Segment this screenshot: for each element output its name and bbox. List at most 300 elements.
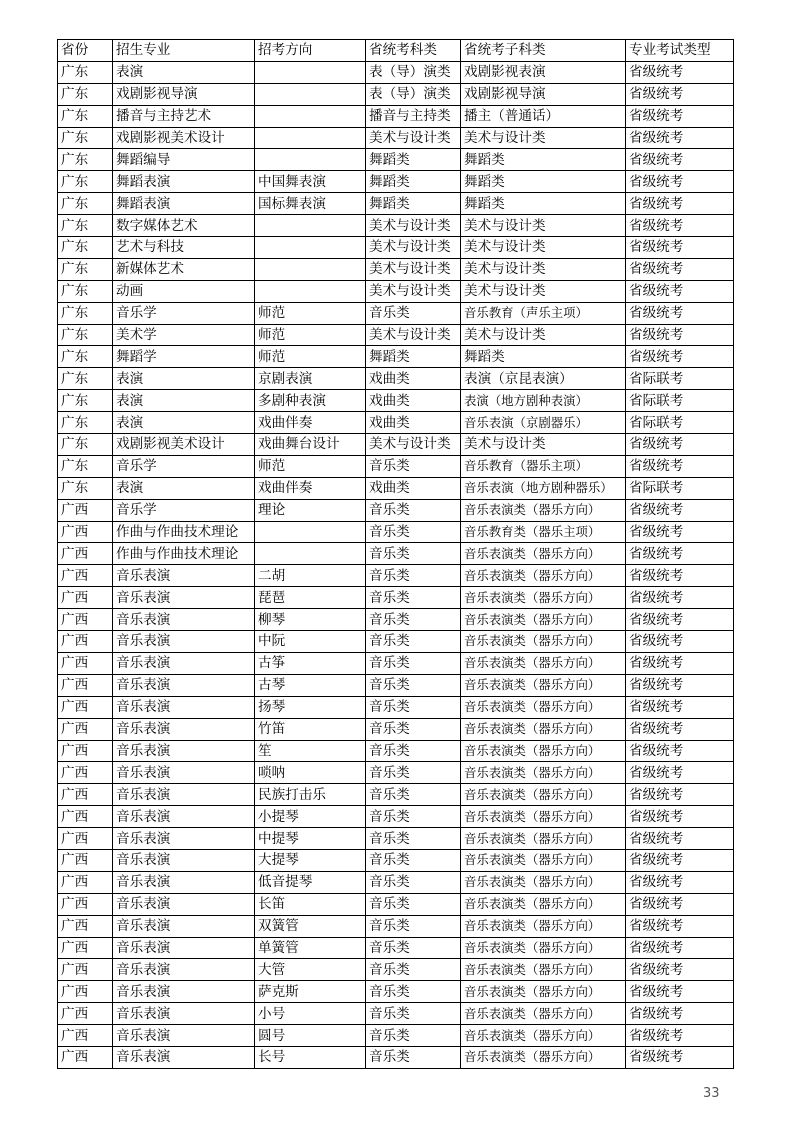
cell-direction: 戏曲伴奏 — [255, 477, 366, 499]
cell-direction: 圆号 — [255, 1025, 366, 1047]
cell-exam-category: 音乐类 — [366, 1025, 461, 1047]
cell-exam-type: 省级统考 — [626, 674, 734, 696]
table-row — [58, 171, 734, 193]
cell-direction: 小号 — [255, 1003, 366, 1025]
cell-province: 广东 — [58, 258, 113, 280]
cell-major: 音乐表演 — [113, 981, 255, 1003]
table-row — [58, 193, 734, 215]
cell-province: 广西 — [58, 499, 113, 521]
cell-exam-category: 音乐类 — [366, 302, 461, 324]
cell-exam-type: 省级统考 — [626, 587, 734, 609]
table-row — [58, 893, 734, 915]
cell-exam-type: 省级统考 — [626, 280, 734, 302]
cell-province: 广西 — [58, 652, 113, 674]
cell-exam-subcategory: 音乐表演类（器乐方向） — [461, 915, 626, 937]
table-row — [58, 806, 734, 828]
cell-province: 广西 — [58, 828, 113, 850]
cell-major: 音乐表演 — [113, 937, 255, 959]
cell-major: 表演 — [113, 390, 255, 412]
cell-exam-category: 音乐类 — [366, 981, 461, 1003]
table-row — [58, 828, 734, 850]
cell-province: 广西 — [58, 784, 113, 806]
cell-direction — [255, 149, 366, 171]
cell-exam-type: 省级统考 — [626, 937, 734, 959]
cell-exam-type: 省级统考 — [626, 149, 734, 171]
table-row — [58, 740, 734, 762]
cell-exam-subcategory: 音乐表演类（器乐方向） — [461, 1025, 626, 1047]
table-row — [58, 302, 734, 324]
cell-province: 广西 — [58, 565, 113, 587]
cell-major: 音乐表演 — [113, 1046, 255, 1068]
cell-province: 广东 — [58, 171, 113, 193]
cell-exam-type: 省级统考 — [626, 215, 734, 237]
cell-exam-type: 省级统考 — [626, 565, 734, 587]
cell-direction: 双簧管 — [255, 915, 366, 937]
cell-province: 广西 — [58, 521, 113, 543]
cell-major: 音乐学 — [113, 499, 255, 521]
cell-major: 音乐学 — [113, 455, 255, 477]
table-row — [58, 543, 734, 565]
cell-exam-category: 音乐类 — [366, 959, 461, 981]
cell-exam-subcategory: 音乐表演类（器乐方向） — [461, 652, 626, 674]
cell-exam-category: 音乐类 — [366, 652, 461, 674]
cell-exam-category: 音乐类 — [366, 828, 461, 850]
cell-major: 音乐表演 — [113, 674, 255, 696]
cell-exam-category: 音乐类 — [366, 893, 461, 915]
cell-exam-subcategory: 音乐教育（器乐主项） — [461, 455, 626, 477]
table-row — [58, 609, 734, 631]
cell-major: 表演 — [113, 412, 255, 434]
cell-exam-category: 音乐类 — [366, 784, 461, 806]
cell-major: 音乐表演 — [113, 871, 255, 893]
cell-major: 音乐表演 — [113, 828, 255, 850]
table-row — [58, 127, 734, 149]
cell-direction — [255, 61, 366, 83]
cell-direction: 长笛 — [255, 893, 366, 915]
table-row — [58, 871, 734, 893]
cell-major: 新媒体艺术 — [113, 258, 255, 280]
cell-province: 广东 — [58, 346, 113, 368]
cell-major: 表演 — [113, 368, 255, 390]
cell-exam-category: 戏曲类 — [366, 390, 461, 412]
table-row — [58, 1025, 734, 1047]
cell-exam-category: 美术与设计类 — [366, 324, 461, 346]
cell-exam-subcategory: 舞蹈类 — [461, 149, 626, 171]
cell-province: 广西 — [58, 871, 113, 893]
cell-exam-subcategory: 音乐表演类（器乐方向） — [461, 543, 626, 565]
cell-direction: 大管 — [255, 959, 366, 981]
cell-province: 广东 — [58, 193, 113, 215]
cell-exam-category: 音乐类 — [366, 937, 461, 959]
cell-province: 广东 — [58, 368, 113, 390]
cell-province: 广西 — [58, 915, 113, 937]
cell-exam-subcategory: 表演（地方剧种表演） — [461, 390, 626, 412]
cell-exam-type: 省级统考 — [626, 455, 734, 477]
cell-major: 音乐表演 — [113, 1003, 255, 1025]
cell-direction: 古筝 — [255, 652, 366, 674]
cell-exam-subcategory: 舞蹈类 — [461, 193, 626, 215]
cell-exam-subcategory: 美术与设计类 — [461, 280, 626, 302]
cell-exam-subcategory: 音乐表演类（器乐方向） — [461, 762, 626, 784]
table-row — [58, 499, 734, 521]
cell-major: 播音与主持艺术 — [113, 105, 255, 127]
cell-exam-type: 省级统考 — [626, 652, 734, 674]
cell-major: 艺术与科技 — [113, 237, 255, 259]
table-row — [58, 61, 734, 83]
cell-exam-type: 省级统考 — [626, 849, 734, 871]
cell-province: 广西 — [58, 631, 113, 653]
cell-exam-subcategory: 表演（京昆表演） — [461, 368, 626, 390]
table-row — [58, 412, 734, 434]
cell-direction: 柳琴 — [255, 609, 366, 631]
cell-direction: 单簧管 — [255, 937, 366, 959]
table-row — [58, 565, 734, 587]
cell-province: 广西 — [58, 740, 113, 762]
page-number: 33 — [703, 1086, 720, 1101]
header-exam-subcategory: 省统考子科类 — [461, 40, 626, 62]
cell-major: 作曲与作曲技术理论 — [113, 543, 255, 565]
cell-exam-type: 省级统考 — [626, 237, 734, 259]
cell-exam-category: 音乐类 — [366, 455, 461, 477]
cell-province: 广西 — [58, 849, 113, 871]
cell-exam-subcategory: 音乐表演（地方剧种器乐） — [461, 477, 626, 499]
cell-exam-subcategory: 音乐表演类（器乐方向） — [461, 499, 626, 521]
cell-direction: 笙 — [255, 740, 366, 762]
table-row — [58, 696, 734, 718]
cell-exam-category: 音乐类 — [366, 631, 461, 653]
cell-direction: 大提琴 — [255, 849, 366, 871]
cell-exam-subcategory: 音乐表演类（器乐方向） — [461, 740, 626, 762]
header-major: 招生专业 — [113, 40, 255, 62]
cell-exam-subcategory: 音乐表演类（器乐方向） — [461, 631, 626, 653]
cell-province: 广西 — [58, 1003, 113, 1025]
cell-exam-category: 音乐类 — [366, 1046, 461, 1068]
table-row — [58, 215, 734, 237]
cell-direction — [255, 521, 366, 543]
header-exam-type: 专业考试类型 — [626, 40, 734, 62]
cell-major: 音乐表演 — [113, 565, 255, 587]
cell-exam-category: 播音与主持类 — [366, 105, 461, 127]
cell-exam-type: 省际联考 — [626, 412, 734, 434]
cell-province: 广西 — [58, 806, 113, 828]
table-row — [58, 1046, 734, 1068]
cell-major: 表演 — [113, 61, 255, 83]
cell-province: 广东 — [58, 105, 113, 127]
cell-major: 戏剧影视美术设计 — [113, 434, 255, 456]
cell-direction: 小提琴 — [255, 806, 366, 828]
cell-exam-type: 省级统考 — [626, 521, 734, 543]
cell-direction — [255, 258, 366, 280]
cell-direction: 古琴 — [255, 674, 366, 696]
table-row — [58, 521, 734, 543]
table-row — [58, 105, 734, 127]
cell-direction: 低音提琴 — [255, 871, 366, 893]
cell-direction: 中阮 — [255, 631, 366, 653]
table-row — [58, 915, 734, 937]
cell-direction — [255, 237, 366, 259]
cell-exam-subcategory: 音乐表演类（器乐方向） — [461, 981, 626, 1003]
cell-major: 戏剧影视美术设计 — [113, 127, 255, 149]
cell-province: 广东 — [58, 149, 113, 171]
header-exam-category: 省统考科类 — [366, 40, 461, 62]
cell-direction: 竹笛 — [255, 718, 366, 740]
cell-exam-type: 省级统考 — [626, 105, 734, 127]
cell-province: 广西 — [58, 1025, 113, 1047]
cell-exam-category: 音乐类 — [366, 849, 461, 871]
header-province: 省份 — [58, 40, 113, 62]
cell-exam-subcategory: 播主（普通话） — [461, 105, 626, 127]
cell-exam-type: 省级统考 — [626, 762, 734, 784]
cell-direction — [255, 105, 366, 127]
cell-province: 广东 — [58, 127, 113, 149]
cell-exam-category: 音乐类 — [366, 674, 461, 696]
cell-major: 数字媒体艺术 — [113, 215, 255, 237]
cell-exam-subcategory: 音乐表演类（器乐方向） — [461, 828, 626, 850]
table-row — [58, 368, 734, 390]
cell-exam-type: 省级统考 — [626, 193, 734, 215]
table-row — [58, 434, 734, 456]
cell-direction: 二胡 — [255, 565, 366, 587]
cell-major: 美术学 — [113, 324, 255, 346]
admissions-table — [57, 39, 734, 1069]
cell-exam-type: 省级统考 — [626, 871, 734, 893]
cell-exam-type: 省级统考 — [626, 324, 734, 346]
cell-province: 广东 — [58, 434, 113, 456]
table-row — [58, 674, 734, 696]
cell-province: 广西 — [58, 696, 113, 718]
cell-province: 广西 — [58, 762, 113, 784]
cell-exam-type: 省级统考 — [626, 346, 734, 368]
cell-exam-type: 省级统考 — [626, 893, 734, 915]
cell-exam-subcategory: 美术与设计类 — [461, 434, 626, 456]
cell-exam-subcategory: 戏剧影视表演 — [461, 61, 626, 83]
cell-exam-subcategory: 音乐教育类（器乐主项） — [461, 521, 626, 543]
table-row — [58, 83, 734, 105]
cell-exam-subcategory: 音乐表演类（器乐方向） — [461, 565, 626, 587]
cell-exam-category: 音乐类 — [366, 696, 461, 718]
cell-province: 广西 — [58, 718, 113, 740]
header-direction: 招考方向 — [255, 40, 366, 62]
table-row — [58, 937, 734, 959]
table-row — [58, 587, 734, 609]
cell-exam-subcategory: 音乐表演类（器乐方向） — [461, 806, 626, 828]
cell-exam-subcategory: 音乐表演类（器乐方向） — [461, 587, 626, 609]
cell-exam-type: 省级统考 — [626, 127, 734, 149]
cell-exam-category: 戏曲类 — [366, 412, 461, 434]
cell-exam-subcategory: 戏剧影视导演 — [461, 83, 626, 105]
cell-major: 音乐表演 — [113, 893, 255, 915]
cell-major: 舞蹈表演 — [113, 171, 255, 193]
cell-exam-category: 音乐类 — [366, 871, 461, 893]
cell-province: 广东 — [58, 412, 113, 434]
cell-exam-category: 音乐类 — [366, 587, 461, 609]
cell-exam-category: 音乐类 — [366, 499, 461, 521]
cell-province: 广西 — [58, 981, 113, 1003]
cell-province: 广西 — [58, 1046, 113, 1068]
cell-exam-type: 省级统考 — [626, 784, 734, 806]
cell-direction: 师范 — [255, 455, 366, 477]
cell-province: 广东 — [58, 390, 113, 412]
table-row — [58, 455, 734, 477]
cell-major: 舞蹈编导 — [113, 149, 255, 171]
cell-exam-type: 省级统考 — [626, 1025, 734, 1047]
cell-exam-type: 省级统考 — [626, 740, 734, 762]
cell-province: 广东 — [58, 477, 113, 499]
table-row — [58, 762, 734, 784]
cell-exam-type: 省级统考 — [626, 959, 734, 981]
cell-exam-subcategory: 舞蹈类 — [461, 346, 626, 368]
cell-exam-type: 省级统考 — [626, 1003, 734, 1025]
cell-major: 动画 — [113, 280, 255, 302]
cell-exam-type: 省级统考 — [626, 915, 734, 937]
cell-exam-category: 美术与设计类 — [366, 258, 461, 280]
cell-province: 广西 — [58, 587, 113, 609]
cell-exam-category: 音乐类 — [366, 806, 461, 828]
cell-exam-category: 表（导）演类 — [366, 83, 461, 105]
cell-exam-type: 省级统考 — [626, 61, 734, 83]
cell-exam-type: 省际联考 — [626, 390, 734, 412]
cell-exam-type: 省级统考 — [626, 1046, 734, 1068]
cell-exam-subcategory: 音乐表演类（器乐方向） — [461, 1003, 626, 1025]
cell-province: 广东 — [58, 61, 113, 83]
cell-exam-category: 美术与设计类 — [366, 215, 461, 237]
cell-direction: 中提琴 — [255, 828, 366, 850]
cell-major: 舞蹈表演 — [113, 193, 255, 215]
cell-exam-subcategory: 音乐表演类（器乐方向） — [461, 1046, 626, 1068]
cell-direction: 民族打击乐 — [255, 784, 366, 806]
cell-direction — [255, 543, 366, 565]
table-row — [58, 324, 734, 346]
cell-major: 音乐表演 — [113, 609, 255, 631]
cell-exam-category: 音乐类 — [366, 565, 461, 587]
cell-exam-category: 音乐类 — [366, 762, 461, 784]
cell-direction: 扬琴 — [255, 696, 366, 718]
cell-major: 表演 — [113, 477, 255, 499]
cell-exam-category: 音乐类 — [366, 1003, 461, 1025]
table-row — [58, 631, 734, 653]
cell-exam-type: 省级统考 — [626, 258, 734, 280]
cell-province: 广西 — [58, 543, 113, 565]
table-row — [58, 718, 734, 740]
cell-exam-type: 省级统考 — [626, 609, 734, 631]
table-row — [58, 1003, 734, 1025]
table-row — [58, 849, 734, 871]
cell-exam-type: 省级统考 — [626, 302, 734, 324]
cell-major: 音乐表演 — [113, 696, 255, 718]
table-row — [58, 981, 734, 1003]
cell-exam-type: 省际联考 — [626, 477, 734, 499]
cell-direction: 多剧种表演 — [255, 390, 366, 412]
cell-province: 广东 — [58, 455, 113, 477]
cell-exam-category: 戏曲类 — [366, 477, 461, 499]
cell-exam-subcategory: 舞蹈类 — [461, 171, 626, 193]
cell-exam-type: 省级统考 — [626, 806, 734, 828]
cell-exam-type: 省级统考 — [626, 631, 734, 653]
cell-exam-type: 省级统考 — [626, 499, 734, 521]
cell-major: 舞蹈学 — [113, 346, 255, 368]
cell-province: 广东 — [58, 215, 113, 237]
cell-exam-category: 戏曲类 — [366, 368, 461, 390]
cell-province: 广西 — [58, 959, 113, 981]
table-header-row — [58, 40, 734, 62]
cell-direction — [255, 127, 366, 149]
cell-exam-subcategory: 音乐表演类（器乐方向） — [461, 718, 626, 740]
cell-exam-subcategory: 美术与设计类 — [461, 215, 626, 237]
cell-exam-subcategory: 音乐表演类（器乐方向） — [461, 696, 626, 718]
table-row — [58, 149, 734, 171]
cell-major: 音乐表演 — [113, 915, 255, 937]
cell-major: 音乐表演 — [113, 718, 255, 740]
table-body — [58, 61, 734, 1068]
cell-exam-category: 舞蹈类 — [366, 193, 461, 215]
cell-direction: 师范 — [255, 302, 366, 324]
cell-exam-type: 省级统考 — [626, 981, 734, 1003]
cell-direction: 戏曲舞台设计 — [255, 434, 366, 456]
cell-exam-type: 省级统考 — [626, 828, 734, 850]
cell-direction — [255, 83, 366, 105]
cell-direction: 戏曲伴奏 — [255, 412, 366, 434]
cell-province: 广东 — [58, 237, 113, 259]
cell-exam-category: 音乐类 — [366, 521, 461, 543]
cell-exam-type: 省级统考 — [626, 696, 734, 718]
cell-major: 戏剧影视导演 — [113, 83, 255, 105]
cell-exam-category: 音乐类 — [366, 915, 461, 937]
cell-province: 广东 — [58, 302, 113, 324]
cell-province: 广西 — [58, 609, 113, 631]
cell-exam-category: 美术与设计类 — [366, 127, 461, 149]
cell-exam-category: 表（导）演类 — [366, 61, 461, 83]
cell-province: 广西 — [58, 937, 113, 959]
cell-province: 广西 — [58, 893, 113, 915]
table-row — [58, 959, 734, 981]
cell-exam-category: 舞蹈类 — [366, 171, 461, 193]
cell-exam-subcategory: 音乐表演类（器乐方向） — [461, 609, 626, 631]
table-row — [58, 258, 734, 280]
cell-exam-category: 美术与设计类 — [366, 237, 461, 259]
cell-direction — [255, 215, 366, 237]
cell-direction: 国标舞表演 — [255, 193, 366, 215]
cell-major: 音乐表演 — [113, 1025, 255, 1047]
cell-exam-type: 省级统考 — [626, 543, 734, 565]
cell-exam-subcategory: 美术与设计类 — [461, 258, 626, 280]
cell-exam-subcategory: 音乐表演类（器乐方向） — [461, 893, 626, 915]
table-row — [58, 652, 734, 674]
cell-direction: 中国舞表演 — [255, 171, 366, 193]
cell-major: 作曲与作曲技术理论 — [113, 521, 255, 543]
cell-major: 音乐学 — [113, 302, 255, 324]
cell-province: 广东 — [58, 324, 113, 346]
cell-exam-category: 美术与设计类 — [366, 434, 461, 456]
cell-exam-subcategory: 音乐教育（声乐主项） — [461, 302, 626, 324]
table-row — [58, 477, 734, 499]
cell-exam-subcategory: 音乐表演类（器乐方向） — [461, 937, 626, 959]
cell-exam-subcategory: 音乐表演类（器乐方向） — [461, 849, 626, 871]
cell-exam-subcategory: 音乐表演（京剧器乐） — [461, 412, 626, 434]
cell-major: 音乐表演 — [113, 631, 255, 653]
cell-exam-subcategory: 美术与设计类 — [461, 237, 626, 259]
cell-major: 音乐表演 — [113, 587, 255, 609]
cell-exam-type: 省级统考 — [626, 718, 734, 740]
table-row — [58, 346, 734, 368]
table-row — [58, 784, 734, 806]
cell-exam-subcategory: 音乐表演类（器乐方向） — [461, 784, 626, 806]
cell-direction: 京剧表演 — [255, 368, 366, 390]
cell-exam-category: 音乐类 — [366, 543, 461, 565]
cell-exam-type: 省际联考 — [626, 368, 734, 390]
cell-province: 广西 — [58, 674, 113, 696]
cell-direction — [255, 280, 366, 302]
cell-exam-subcategory: 音乐表演类（器乐方向） — [461, 871, 626, 893]
